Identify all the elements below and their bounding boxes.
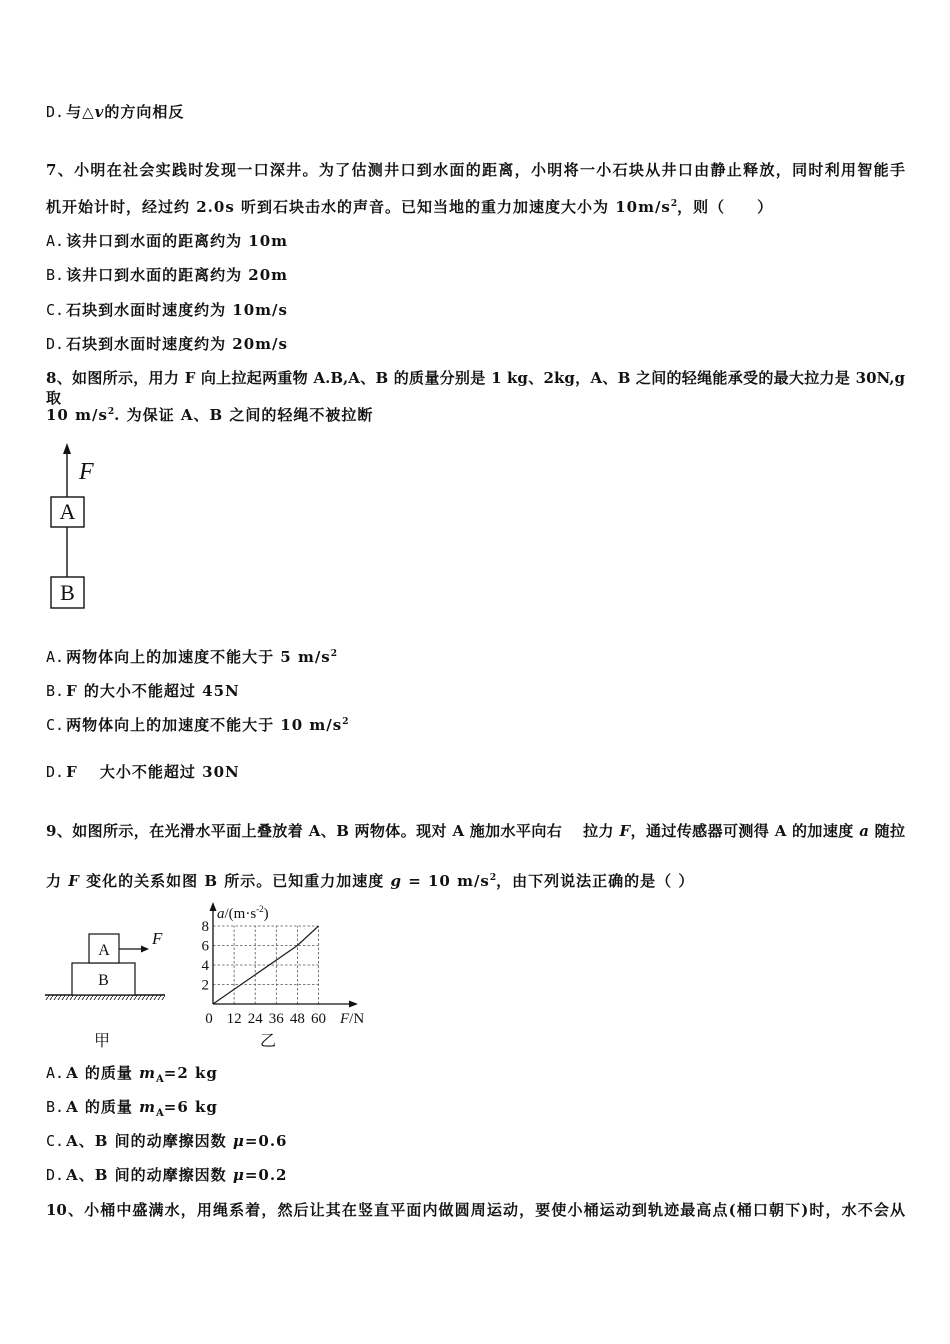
option-variable: v xyxy=(94,103,105,121)
option-text-post: =0.6 xyxy=(244,1132,288,1150)
option-label: C. xyxy=(46,1132,65,1150)
y-axis-unit-pre: /(m·s xyxy=(224,906,257,922)
q8-line2-sup: 2 xyxy=(107,407,115,417)
option-text-pre: A、B 间的动摩擦因数 xyxy=(66,1166,233,1184)
q8-figure-hanging-blocks xyxy=(40,440,120,615)
y-tick-label: 6 xyxy=(201,938,209,955)
block-b-label: B xyxy=(60,580,75,605)
q9-option-a xyxy=(46,1063,218,1083)
q8-stem-line1: 8、如图所示，用力 F 向上拉起两重物 A.B,A、B 的质量分别是 1 kg、2kg，A、B 之间的轻绳能承受的最大拉力是 30N,g 取 xyxy=(46,369,905,407)
option-label: B. xyxy=(46,266,65,284)
option-sup: 2 xyxy=(342,717,349,727)
option-label: A. xyxy=(46,1064,65,1082)
ground-hatching xyxy=(45,995,165,1000)
y-axis-arrow xyxy=(210,902,217,911)
q7-line2-post: ，则（ ） xyxy=(677,198,774,216)
q7-option-d xyxy=(46,334,288,354)
q7-option-a xyxy=(46,231,288,251)
option-text-pre: A 的质量 xyxy=(66,1064,140,1082)
option-text: 该井口到水面的距离约为 10m xyxy=(66,232,289,250)
q9-line2-sup: 2 xyxy=(489,873,497,883)
q7-line2-sup: 2 xyxy=(670,199,678,209)
y-axis-unit-sup: -2 xyxy=(256,904,264,914)
option-variable: m xyxy=(139,1064,157,1082)
q9-option-d xyxy=(46,1165,287,1185)
y-tick-label: 2 xyxy=(201,977,209,994)
option-text: F 的大小不能超过 45N xyxy=(66,682,240,700)
block-a-label: A xyxy=(98,942,110,959)
option-text: 两物体向上的加速度不能大于 10 m/s xyxy=(66,716,343,734)
q7-line2-pre: 机开始计时，经过约 2.0s 听到石块击水的声音。已知当地的重力加速度大小为 10m/s xyxy=(46,198,671,216)
x-axis-var: F xyxy=(340,1011,350,1027)
q9-stem-line1 xyxy=(46,821,905,841)
q9-line2-mid2: = 10 m/s xyxy=(401,872,490,890)
q9-stem-line2 xyxy=(46,871,694,891)
x-tick-label: 60 xyxy=(311,1011,326,1027)
q9-line2-post: ，由下列说法正确的是（ ） xyxy=(496,872,695,890)
y-tick-label: 8 xyxy=(201,919,209,935)
figure-caption: 甲 xyxy=(93,1033,111,1050)
y-axis-label xyxy=(217,904,269,922)
option-sup: 2 xyxy=(330,649,338,659)
option-text-pre: A、B 间的动摩擦因数 xyxy=(66,1132,233,1150)
q8-stem-line2 xyxy=(46,405,373,425)
option-label: C. xyxy=(46,716,65,734)
q7-option-b xyxy=(46,265,288,285)
y-axis-unit-post: ) xyxy=(263,906,269,922)
option-label: C. xyxy=(46,301,65,319)
q10-stem-line1: 10、小桶中盛满水，用绳系着，然后让其在竖直平面内做圆周运动，要使小桶运动到轨迹最高点(桶口朝下)时，水不会从 xyxy=(46,1201,905,1219)
option-subscript: A xyxy=(156,1108,164,1119)
q9-line1-mid: ，通过传感器可测得 A 的加速度 xyxy=(630,822,860,840)
option-label: D. xyxy=(46,335,65,353)
option-label: D. xyxy=(46,763,65,781)
q8-option-a xyxy=(46,647,337,667)
option-text: 该井口到水面的距离约为 20m xyxy=(66,266,289,284)
option-label: B. xyxy=(46,1098,65,1116)
block-a-label: A xyxy=(59,499,76,524)
x-axis-unit: /N xyxy=(349,1011,365,1027)
y-axis-var: a xyxy=(217,906,225,922)
option-text: F 大小不能超过 30N xyxy=(66,763,240,781)
q9-line2-pre: 力 xyxy=(46,872,69,890)
q9-line1-post: 随拉 xyxy=(868,822,905,840)
q9-option-b xyxy=(46,1097,218,1117)
option-label: A. xyxy=(46,232,65,250)
force-label: F xyxy=(79,459,94,485)
option-label: A. xyxy=(46,648,65,666)
x-tick-label: 36 xyxy=(268,1011,284,1027)
q9-figure-yi-graph xyxy=(190,900,380,1055)
q9-figure-jia xyxy=(40,925,180,1050)
option-variable: μ xyxy=(232,1166,245,1184)
option-text: 石块到水面时速度约为 10m/s xyxy=(66,301,288,319)
option-text-post: 的方向相反 xyxy=(104,103,185,121)
q7-stem-line1: 7、小明在社会实践时发现一口深井。为了估测井口到水面的距离，小明将一小石块从井口由静止释放，同时利用智能手 xyxy=(46,161,905,179)
q9-line2-var-g: g xyxy=(390,872,402,890)
q8-line2-pre: 10 m/s xyxy=(46,406,108,424)
option-text-post: =6 kg xyxy=(163,1098,218,1116)
x-tick-label: 12 xyxy=(226,1011,242,1027)
x-tick-label: 24 xyxy=(247,1011,263,1027)
q9-line1-var-f: F xyxy=(619,822,631,840)
q8-option-d xyxy=(46,762,240,782)
option-variable: μ xyxy=(232,1132,245,1150)
q8-line2-post: . 为保证 A、B 之间的轻绳不被拉断 xyxy=(114,406,374,424)
force-label: F xyxy=(152,929,163,948)
option-text: 石块到水面时速度约为 20m/s xyxy=(66,335,288,353)
force-arrow-head xyxy=(141,946,149,953)
x-tick-label: 0 xyxy=(205,1011,213,1027)
q8-option-c xyxy=(46,715,348,735)
plot-area xyxy=(202,919,327,1027)
y-tick-label: 4 xyxy=(201,958,209,974)
option-label: B. xyxy=(46,682,65,700)
option-text-post: =2 kg xyxy=(163,1064,218,1082)
x-tick-label: 48 xyxy=(289,1011,305,1027)
force-arrow-head xyxy=(63,443,71,454)
option-text-pre: A 的质量 xyxy=(66,1098,140,1116)
q8-option-b xyxy=(46,681,240,701)
q7-stem-line2 xyxy=(46,197,773,217)
figure-caption: 乙 xyxy=(259,1033,277,1050)
option-label: D. xyxy=(46,1166,65,1184)
q9-line1-var-a: a xyxy=(859,822,869,840)
block-b-label: B xyxy=(98,972,109,989)
q7-option-c xyxy=(46,300,288,320)
option-subscript: A xyxy=(156,1074,164,1085)
q9-option-c xyxy=(46,1131,287,1151)
option-text-post: =0.2 xyxy=(244,1166,288,1184)
x-axis-label xyxy=(339,1011,364,1027)
q9-line1-pre: 9、如图所示，在光滑水平面上叠放着 A、B 两物体。现对 A 施加水平向右 拉力 xyxy=(46,822,620,840)
option-label: D. xyxy=(46,103,65,121)
q9-line2-mid: 变化的关系如图 B 所示。已知重力加速度 xyxy=(79,872,391,890)
x-axis-arrow xyxy=(349,1001,358,1008)
option-text: 两物体向上的加速度不能大于 5 m/s xyxy=(66,648,331,666)
q6-option-d xyxy=(46,102,184,122)
q9-line2-var-f: F xyxy=(68,872,80,890)
option-text-pre: 与△ xyxy=(66,103,95,121)
option-variable: m xyxy=(139,1098,157,1116)
